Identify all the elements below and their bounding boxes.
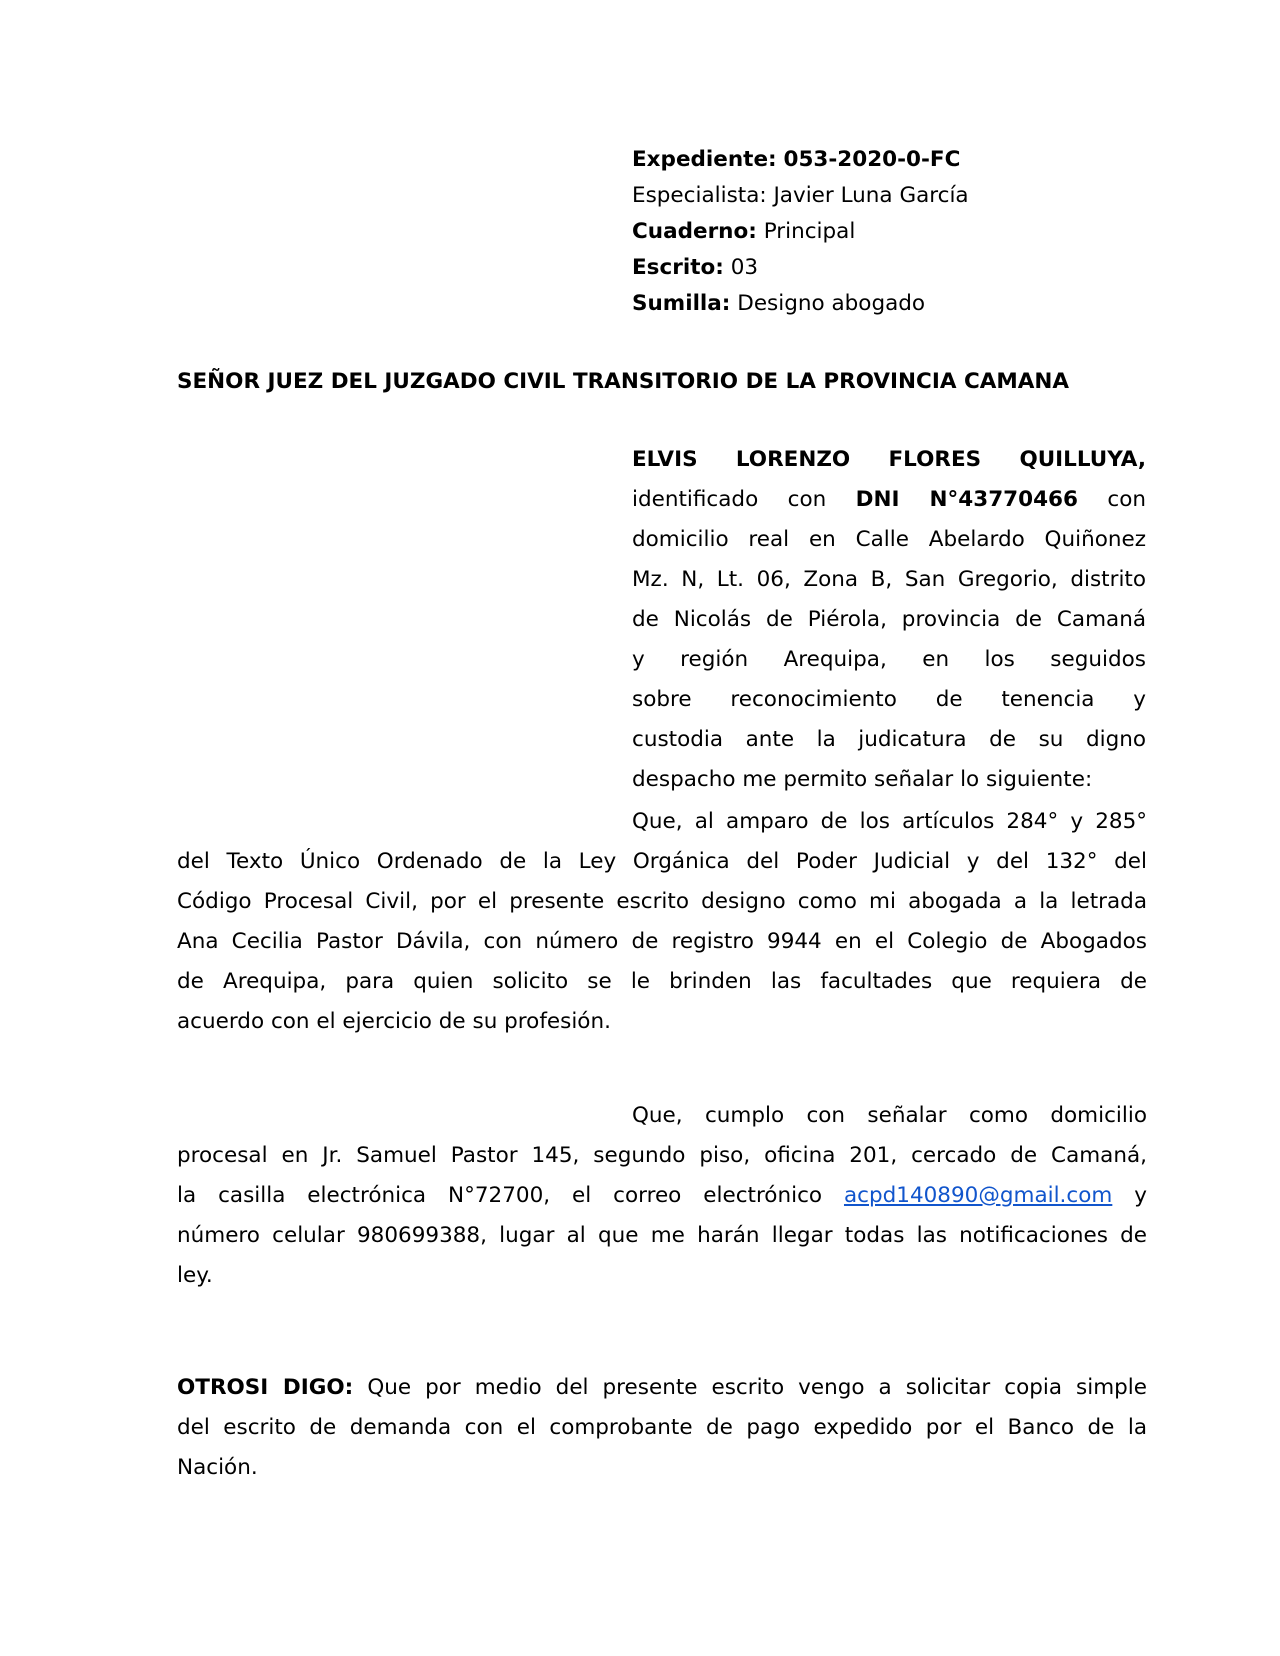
intro-line-2a: identificado con [632, 487, 827, 512]
intro-line-7: sobre reconocimiento de tenencia y [632, 687, 1146, 712]
para2-line-1: Que, cumplo con señalar como domicilio [632, 1103, 1147, 1128]
para2-line-3b: y [1134, 1183, 1147, 1208]
email-link[interactable]: acpd140890@gmail.com [843, 1183, 1113, 1208]
dni-number: DNI N°43770466 [855, 487, 1078, 512]
para1-line-1: Que, al amparo de los artículos 284° y 285° [632, 809, 1147, 834]
sumilla-label: Sumilla: [632, 291, 731, 316]
expediente-line [632, 142, 1152, 178]
cuaderno-line [632, 214, 1152, 250]
para1-line-2: del Texto Único Ordenado de la Ley Orgánica del Poder Judicial y del 132° del [177, 849, 1147, 874]
sumilla-line [632, 286, 1152, 322]
intro-line-2b: con [1107, 487, 1147, 512]
para1-line-3: Código Procesal Civil, por el presente escrito designo como mi abogada a la letrada [177, 889, 1147, 914]
cuaderno-value: Principal [763, 219, 856, 244]
addressee-heading: SEÑOR JUEZ DEL JUZGADO CIVIL TRANSITORIO DE LA PROVINCIA CAMANA [177, 369, 1070, 394]
escrito-line [632, 250, 1152, 286]
petitioner-intro [632, 440, 1146, 800]
para1-line-5: de Arequipa, para quien solicito se le brinden las facultades que requiera de [177, 969, 1147, 994]
intro-line-6: y región Arequipa, en los seguidos [632, 647, 1146, 672]
petitioner-name: ELVIS LORENZO FLORES QUILLUYA, [632, 447, 1146, 472]
escrito-value: 03 [730, 255, 759, 280]
para2-line-2: procesal en Jr. Samuel Pastor 145, segundo piso, oficina 201, cercado de Camaná, [177, 1143, 1147, 1168]
otrosi-line-1-rest: Que por medio del presente escrito vengo a solicitar copia simple [367, 1375, 1147, 1400]
para2-line-4: número celular 980699388, lugar al que me harán llegar todas las notificaciones de [177, 1223, 1147, 1248]
otrosi-label: OTROSI DIGO: [177, 1375, 354, 1400]
expediente-value: 053-2020-0-FC [783, 147, 961, 172]
paragraph-otrosi [177, 1368, 1147, 1488]
expediente-label: Expediente: [632, 147, 777, 172]
intro-line-2 [632, 480, 1146, 520]
para2-line-5: ley. [177, 1263, 213, 1288]
case-header [632, 142, 1152, 322]
paragraph-domicile [177, 1096, 1147, 1296]
cuaderno-label: Cuaderno: [632, 219, 757, 244]
otrosi-line-2: del escrito de demanda con el comprobante de pago expedido por el Banco de la [177, 1415, 1147, 1440]
intro-line-8: custodia ante la judicatura de su digno [632, 727, 1146, 752]
intro-line-4: Mz. N, Lt. 06, Zona B, San Gregorio, distrito [632, 567, 1146, 592]
especialista-line: Especialista: Javier Luna García [632, 183, 969, 208]
para2-line-3 [177, 1176, 1147, 1216]
para1-line-6: acuerdo con el ejercicio de su profesión. [177, 1009, 611, 1034]
intro-line-5: de Nicolás de Piérola, provincia de Camaná [632, 607, 1146, 632]
otrosi-line-3: Nación. [177, 1455, 258, 1480]
sumilla-value: Designo abogado [737, 291, 926, 316]
otrosi-line-1 [177, 1368, 1147, 1408]
paragraph-designation [177, 802, 1147, 1042]
intro-line-9: despacho me permito señalar lo siguiente: [632, 767, 1093, 792]
intro-line-3: domicilio real en Calle Abelardo Quiñonez [632, 527, 1146, 552]
para2-line-3a: la casilla electrónica N°72700, el correo electrónico [177, 1183, 823, 1208]
para1-line-4: Ana Cecilia Pastor Dávila, con número de registro 9944 en el Colegio de Abogados [177, 929, 1147, 954]
escrito-label: Escrito: [632, 255, 724, 280]
